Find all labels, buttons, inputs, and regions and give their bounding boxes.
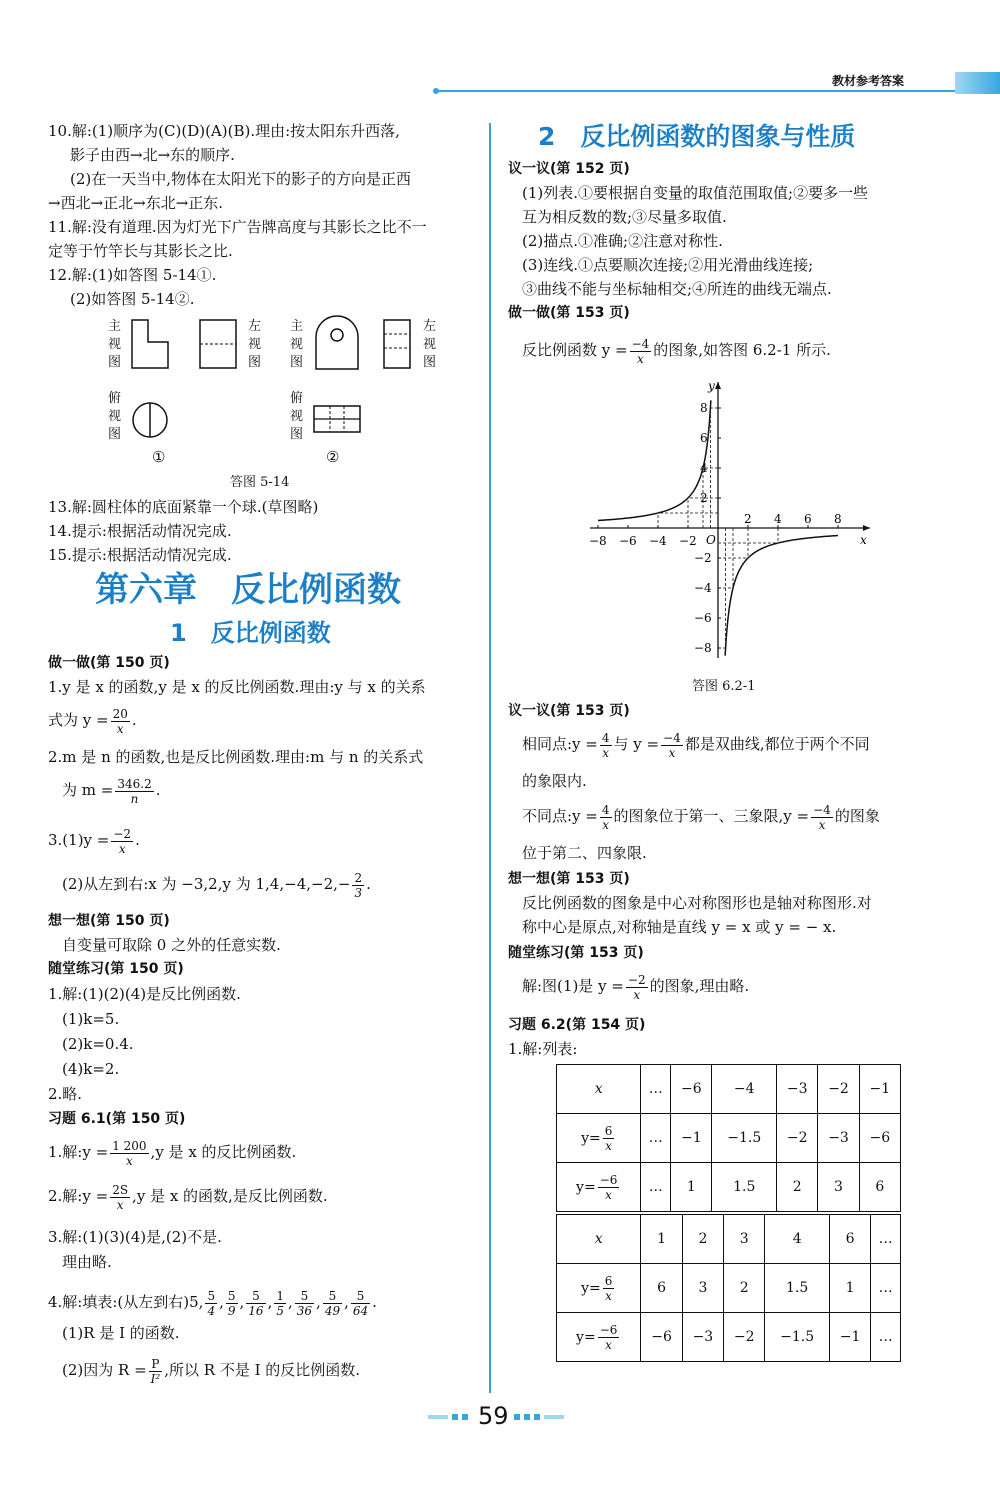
hyperbola-branch-right (725, 536, 838, 656)
answer-line: 1.解:列表: (508, 1040, 578, 1058)
table-cell: 1.5 (712, 1163, 777, 1212)
answer-line: 2.m 是 n 的函数,也是反比例函数.理由:m 与 n 的关系式 (48, 748, 424, 766)
left-view-label: 左视图 (423, 319, 437, 370)
fraction: $\frac{-4}{x}$ (631, 336, 650, 366)
fraction: $\frac{P}{\text{I²}}$ (150, 1356, 161, 1386)
left-view-2 (382, 318, 412, 370)
table-row (557, 1163, 901, 1212)
table-cell: −2 (724, 1313, 765, 1362)
fraction: $\frac{-2}{x}$ (113, 826, 132, 856)
header-label: 教材参考答案 (832, 74, 905, 88)
q11-line: 11.解:没有道理.因为灯光下广告牌高度与其影长之比不一 (48, 218, 427, 236)
front-view-label: 主视图 (290, 319, 304, 370)
table-row (557, 1313, 901, 1362)
hyperbola-graph (580, 378, 880, 668)
front-view-2 (313, 315, 361, 371)
y-axis-label: y (708, 379, 715, 393)
table-cell: −1.5 (765, 1313, 830, 1362)
answer-line: 解:图(1)是 y = $\frac{-2}{x}$ 的图象,理由略. (522, 972, 750, 1002)
table-cell: 6 (859, 1163, 900, 1212)
x-tick-label: −4 (649, 534, 667, 548)
q13: 13.解:圆柱体的底面紧靠一个球.(草图略) (48, 498, 319, 516)
answer-line: 2.解:y = $\frac{2S}{x}$ ,y 是 x 的函数,是反比例函数. (48, 1182, 328, 1212)
top-view-label: 俯视图 (290, 391, 304, 442)
table-cell: −1 (829, 1313, 870, 1362)
y-tick-label: 6 (700, 431, 708, 445)
table-cell: 2 (682, 1215, 723, 1264)
header-stripe (955, 72, 1000, 94)
answer-line: (2)描点.①准确;②注意对称性. (522, 232, 723, 250)
table-row (557, 1215, 901, 1264)
fig-num-2: ② (326, 448, 340, 466)
answer-line: (3)连线.①点要顺次连接;②用光滑曲线连接; (522, 256, 814, 274)
table-cell: … (641, 1114, 671, 1163)
answer-line: 不同点:y = $\frac{4}{x}$ 的图象位于第一、三象限,y = $\frac{-4}{x}$ 的图象 (522, 802, 880, 832)
table-cell: −6 (671, 1065, 712, 1114)
fraction: $\frac{2S}{x}$ (112, 1182, 129, 1212)
fig-num-1: ① (152, 448, 166, 466)
y-axis-arrow (715, 382, 721, 389)
fraction: $\frac{20}{x}$ (112, 706, 128, 736)
y-tick-label: 2 (700, 491, 708, 505)
fraction: $\frac{1 200}{x}$ (112, 1138, 147, 1168)
table-cell: 6 (641, 1264, 682, 1313)
answer-line: 1.y 是 x 的函数,y 是 x 的反比例函数.理由:y 与 x 的关系 (48, 678, 426, 696)
y-tick-label: −2 (694, 551, 712, 565)
answer-line: (2)因为 R = $\frac{P}{\text{I²}}$ ,所以 R 不是 I 的反比例函数. (62, 1356, 361, 1386)
table-cell: … (641, 1065, 671, 1114)
table-cell: 1 (829, 1264, 870, 1313)
table-cell: 4 (765, 1215, 830, 1264)
left-view-1 (198, 318, 238, 370)
subsection-heading: 随堂练习(第 153 页) (508, 945, 644, 961)
table-cell: −4 (712, 1065, 777, 1114)
x-tick-label: 6 (804, 512, 812, 526)
y-tick-label: −4 (694, 581, 712, 595)
table-cell: −3 (818, 1114, 859, 1163)
y-tick-label: −8 (694, 641, 712, 655)
answer-line: 4.解:填表:(从左到右)5, $\frac{5}{4}$ , $\frac{5}{9}$ , $\frac{5}{16}$ , $\frac{1}{5}$ , $\frac{5}{36}$ , $\frac{5}{49}$ , $\frac{5}{64}$ . (48, 1288, 377, 1318)
top-view-label: 俯视图 (108, 391, 122, 442)
table-cell: 6 (829, 1215, 870, 1264)
x-tick-label: 8 (834, 512, 842, 526)
answer-line: 1.解:y = $\frac{1 200}{x}$ ,y 是 x 的反比例函数. (48, 1138, 297, 1168)
row-header-cell: y= $\frac{6}{x}$ (557, 1264, 641, 1313)
subsection-heading: 想一想(第 153 页) (508, 871, 630, 887)
chapter-title: 第六章 反比例函数 (95, 570, 401, 610)
y-tick-label: −6 (694, 611, 712, 625)
table-cell: −1 (671, 1114, 712, 1163)
x-axis-label: x (860, 533, 867, 547)
section-title: 1 反比例函数 (170, 619, 331, 647)
table-cell: 3 (818, 1163, 859, 1212)
answer-text: 式为 y = (48, 711, 109, 729)
table-cell: −2 (777, 1114, 818, 1163)
subsection-heading: 习题 6.2(第 154 页) (508, 1017, 646, 1033)
top-view-1 (130, 400, 170, 440)
fraction: $\frac{5}{4}$ (207, 1288, 216, 1318)
table-cell: −6 (859, 1114, 900, 1163)
row-header-cell: x (557, 1215, 641, 1264)
q10-line: 影子由西→北→东的顺序. (70, 146, 235, 164)
hyperbola-branch-left (598, 400, 711, 520)
fraction: $\frac{5}{36}$ (296, 1288, 313, 1318)
fraction: $\frac{1}{5}$ (276, 1288, 284, 1318)
row-header-cell: y= $\frac{6}{x}$ (557, 1114, 641, 1163)
answer-line: (1)列表.①要根据自变量的取值范围取值;②要多一些 (522, 184, 869, 202)
q11-line: 定等于竹竿长与其影长之比. (48, 242, 233, 260)
table-cell: 2 (777, 1163, 818, 1212)
subsection-heading: 做一做(第 150 页) (48, 655, 170, 671)
header-line (430, 84, 1000, 98)
q10-line: (2)在一天当中,物体在太阳光下的影子的方向是正西 (70, 170, 412, 188)
table-cell: 1 (641, 1215, 682, 1264)
x-tick-label: 4 (774, 512, 782, 526)
answer-line: 互为相反数的数;③尽量多取值. (522, 208, 727, 226)
answer-line: 2.略. (48, 1085, 83, 1103)
fraction: $\frac{5}{64}$ (352, 1288, 369, 1318)
answer-line: 位于第二、四象限. (522, 844, 647, 862)
subsection-heading: 议一议(第 153 页) (508, 703, 630, 719)
q12-line: 12.解:(1)如答图 5-14①. (48, 266, 217, 284)
subsection-heading: 随堂练习(第 150 页) (48, 961, 184, 977)
fraction: $\frac{346.2}{n}$ (117, 776, 152, 806)
answer-line: 反比例函数 y = $\frac{-4}{x}$ 的图象,如答图 6.2-1 所示. (522, 336, 831, 366)
fraction: $\frac{-4}{x}$ (813, 802, 831, 832)
q12-line: (2)如答图 5-14②. (70, 290, 195, 308)
answer-line: (4)k=2. (62, 1060, 120, 1078)
answer-line: 称中心是原点,对称轴是直线 y = x 或 y = − x. (522, 918, 837, 936)
table-row (557, 1114, 901, 1163)
answer-line: (1)R 是 I 的函数. (62, 1324, 180, 1342)
q10-line: 10.解:(1)顺序为(C)(D)(A)(B).理由:按太阳东升西落, (48, 122, 400, 140)
fraction: $\frac{4}{x}$ (601, 730, 610, 760)
subsection-heading: 习题 6.1(第 150 页) (48, 1111, 186, 1127)
q10-line: →西北→正北→东北→正东. (48, 194, 224, 212)
answer-line: 相同点:y = $\frac{4}{x}$ 与 y = $\frac{-4}{x}$ 都是双曲线,都位于两个不同 (522, 730, 870, 760)
q15: 15.提示:根据活动情况完成. (48, 546, 232, 564)
answer-line: 式为 y = $\frac{20}{x}$ . (48, 706, 137, 736)
table-cell: … (871, 1215, 901, 1264)
table-row (557, 1264, 901, 1313)
x-tick-label: −8 (589, 534, 607, 548)
x-tick-label: 2 (744, 512, 752, 526)
table-cell: 1.5 (765, 1264, 830, 1313)
fraction: $\frac{5}{49}$ (324, 1288, 341, 1318)
y-tick-label: 4 (700, 461, 708, 475)
answer-line: ③曲线不能与坐标轴相交;④所连的曲线无端点. (522, 280, 832, 298)
table-cell: 3 (724, 1215, 765, 1264)
figure-caption: 答图 5-14 (230, 475, 290, 490)
answer-line: (1)k=5. (62, 1010, 120, 1028)
answer-line: 3.(1)y = $\frac{-2}{x}$ . (48, 826, 140, 856)
answer-line: 1.解:(1)(2)(4)是反比例函数. (48, 985, 241, 1003)
section-title: 2 反比例函数的图象与性质 (538, 122, 856, 151)
answer-line: 理由略. (62, 1253, 112, 1271)
answer-line: 自变量可取除 0 之外的任意实数. (62, 936, 281, 954)
graph-caption: 答图 6.2-1 (692, 679, 756, 694)
table-cell: −3 (682, 1313, 723, 1362)
row-header-cell: y= $\frac{-6}{x}$ (557, 1163, 641, 1212)
page-number: 59 (478, 1402, 509, 1430)
fraction: $\frac{2}{3}$ (354, 870, 363, 900)
table-cell: … (871, 1313, 901, 1362)
x-tick-label: −2 (679, 534, 697, 548)
table-cell: 1 (671, 1163, 712, 1212)
table-cell: −3 (777, 1065, 818, 1114)
x-tick-label: −6 (619, 534, 637, 548)
front-view-label: 主视图 (108, 319, 122, 370)
table-cell: −6 (641, 1313, 682, 1362)
fraction: $\frac{-2}{x}$ (627, 972, 646, 1002)
x-axis-arrow (863, 525, 870, 531)
fraction: $\frac{5}{16}$ (248, 1288, 264, 1318)
value-table-2 (556, 1214, 901, 1362)
answer-line: 的象限内. (522, 772, 587, 790)
top-view-2 (312, 404, 362, 434)
row-header-cell: y= $\frac{-6}{x}$ (557, 1313, 641, 1362)
subsection-heading: 议一议(第 152 页) (508, 161, 630, 177)
fraction: $\frac{4}{x}$ (601, 802, 610, 832)
fraction: $\frac{5}{9}$ (227, 1288, 236, 1318)
origin-label: O (706, 533, 716, 547)
table-cell: −2 (818, 1065, 859, 1114)
fraction: $\frac{-4}{x}$ (663, 730, 681, 760)
answer-line: 为 m = $\frac{346.2}{n}$ . (62, 776, 161, 806)
value-table-1 (556, 1064, 901, 1212)
table-cell: … (641, 1163, 671, 1212)
subsection-heading: 做一做(第 153 页) (508, 305, 630, 321)
table-cell: −1.5 (712, 1114, 777, 1163)
front-view-1 (130, 318, 170, 370)
table-cell: … (871, 1264, 901, 1313)
column-divider (489, 123, 491, 1393)
answer-line: (2)k=0.4. (62, 1035, 134, 1053)
y-tick-label: 8 (700, 401, 708, 415)
subsection-heading: 想一想(第 150 页) (48, 913, 170, 929)
row-header-cell: x (557, 1065, 641, 1114)
answer-line: 3.解:(1)(3)(4)是,(2)不是. (48, 1228, 222, 1246)
answer-line: (2)从左到右:x 为 −3,2,y 为 1,4,−4,−2,− $\frac{2}{3}$ . (62, 870, 371, 900)
table-cell: −1 (859, 1065, 900, 1114)
table-cell: 2 (724, 1264, 765, 1313)
q14: 14.提示:根据活动情况完成. (48, 522, 232, 540)
table-row (557, 1065, 901, 1114)
left-view-label: 左视图 (248, 319, 262, 370)
answer-line: 反比例函数的图象是中心对称图形也是轴对称图形.对 (522, 894, 872, 912)
table-cell: 3 (682, 1264, 723, 1313)
